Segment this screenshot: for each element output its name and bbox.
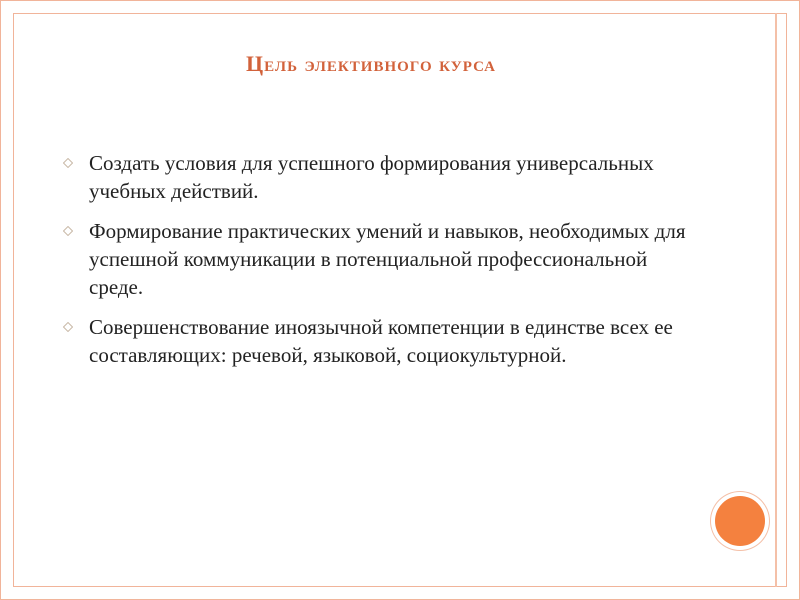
bullet-text: Совершенствование иноязычной компетенции в единстве всех ее составляющих: речевой, языковой, социокультурной. bbox=[89, 315, 673, 367]
diamond-outline-icon bbox=[63, 322, 73, 332]
bullet-item bbox=[63, 149, 703, 205]
decorative-rule bbox=[775, 13, 777, 587]
bullet-item bbox=[63, 313, 703, 369]
bullet-text: Формирование практических умений и навыков, необходимых для успешной коммуникации в потенциальной профессиональной среде. bbox=[89, 219, 686, 299]
bullet-item bbox=[63, 217, 703, 301]
diamond-outline-icon bbox=[63, 226, 73, 236]
diamond-outline-icon bbox=[63, 158, 73, 168]
bullet-list bbox=[63, 149, 703, 381]
slide-title: Цель элективного курса bbox=[246, 51, 496, 76]
bullet-text: Создать условия для успешного формирования универсальных учебных действий. bbox=[89, 151, 654, 203]
accent-circle bbox=[715, 496, 765, 546]
